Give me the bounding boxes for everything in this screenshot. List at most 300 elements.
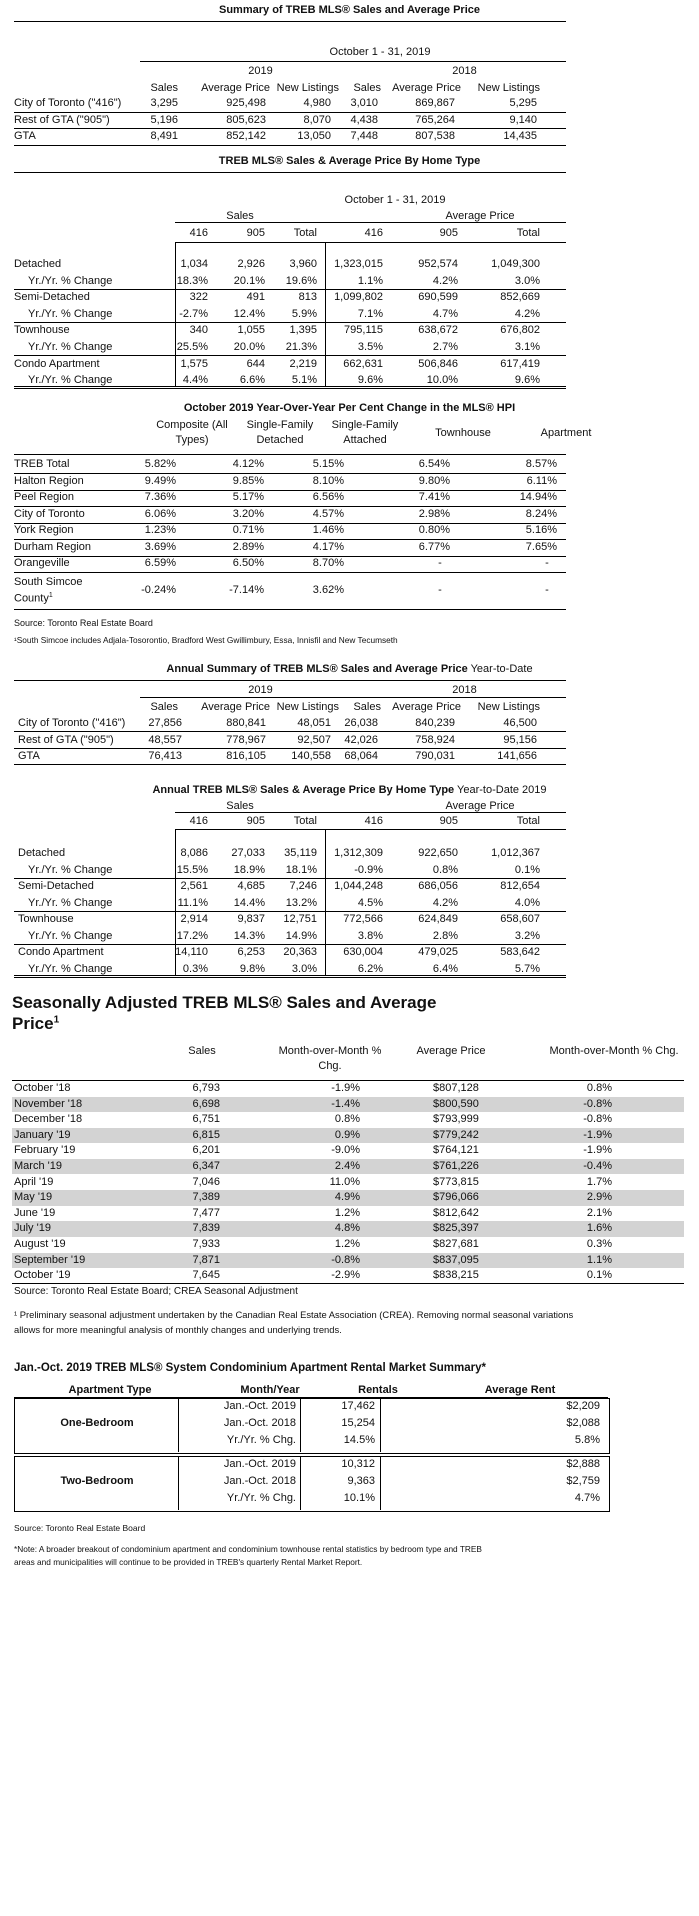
table-cell: $838,215 <box>433 1269 479 1282</box>
table-cell: $837,095 <box>433 1253 479 1266</box>
table-cell: 48,051 <box>297 717 331 729</box>
change-row-label: Yr./Yr. % Change <box>28 929 113 942</box>
home-type-label: Condo Apartment <box>14 357 100 370</box>
table-cell: 4,980 <box>303 97 331 109</box>
table-cell: 7,933 <box>192 1238 220 1250</box>
group-label: Sales <box>226 210 254 222</box>
column-header: Total <box>516 815 540 827</box>
hpi-value: - <box>438 584 442 596</box>
change-row-label: Yr./Yr. % Change <box>28 962 113 975</box>
hpi-value: 6.50% <box>232 557 264 569</box>
rule-line <box>14 388 566 389</box>
table-cell: 3,960 <box>289 258 317 270</box>
average-rent: 4.7% <box>574 1492 600 1504</box>
table-cell: 3,295 <box>150 97 178 109</box>
table-cell: 7,448 <box>350 130 378 142</box>
section-title-large <box>12 1014 59 1034</box>
rule-line <box>14 112 566 113</box>
month-label: March '19 <box>14 1160 62 1172</box>
rule-line <box>14 572 566 573</box>
rule-line <box>14 355 566 356</box>
column-header: Average Price <box>416 1045 486 1057</box>
table-cell: 340 <box>189 324 208 337</box>
table-cell: 140,558 <box>291 750 331 762</box>
table-cell: 9.6% <box>357 374 383 387</box>
column-header: Average Rent <box>484 1384 556 1396</box>
month-year: Yr./Yr. % Chg. <box>226 1492 296 1504</box>
column-header: 905 <box>439 227 458 239</box>
table-cell: 1,323,015 <box>334 258 383 270</box>
table-cell: 6,751 <box>192 1113 220 1126</box>
period-label: October 1 - 31, 2019 <box>329 46 431 58</box>
column-divider <box>380 1456 381 1510</box>
footnote-marker: 1 <box>48 592 53 599</box>
table-cell: 686,056 <box>418 880 458 892</box>
rule-line <box>12 1283 684 1284</box>
table-cell: 27,856 <box>148 717 182 729</box>
group-label: Average Price <box>445 800 515 812</box>
hpi-value: 3.69% <box>144 540 176 553</box>
column-header: Sales <box>150 701 178 713</box>
table-cell: 1,034 <box>180 258 208 270</box>
group-label: Average Price <box>445 210 515 222</box>
table-cell: $807,128 <box>433 1082 479 1094</box>
hpi-value: 4.12% <box>232 458 264 470</box>
table-cell: 1,099,802 <box>334 291 383 304</box>
table-cell: 12,751 <box>283 913 317 925</box>
table-cell: 4.9% <box>334 1191 360 1204</box>
table-cell: 840,239 <box>415 717 455 729</box>
period-label: October 1 - 31, 2019 <box>344 194 446 206</box>
year-label: 2018 <box>452 65 477 77</box>
table-cell: 322 <box>189 291 208 304</box>
table-cell: 3,010 <box>350 97 378 109</box>
hpi-value: 8.10% <box>312 474 344 487</box>
table-cell: 852,142 <box>226 130 266 142</box>
table-cell: 778,967 <box>226 733 266 746</box>
row-label: GTA <box>18 750 40 762</box>
month-label: February '19 <box>14 1144 76 1157</box>
hpi-value: 6.54% <box>418 458 450 470</box>
month-label: May '19 <box>14 1191 53 1204</box>
table-cell: 18.9% <box>233 863 265 876</box>
table-cell: 790,031 <box>415 750 455 762</box>
table-cell: 68,064 <box>344 750 378 762</box>
table-cell: 1.2% <box>334 1238 360 1250</box>
table-cell: 21.3% <box>285 341 317 353</box>
rule-line <box>175 829 566 830</box>
column-header: Average Price <box>201 701 270 713</box>
table-cell: 925,498 <box>226 97 266 109</box>
table-cell: 4.2% <box>514 307 540 320</box>
title-bold-part: Annual Summary of TREB MLS® Sales and Average Price <box>166 663 468 675</box>
table-cell: 1,044,248 <box>334 880 383 892</box>
table-cell: 141,656 <box>497 750 537 762</box>
table-cell: 0.1% <box>514 863 540 876</box>
home-type-label: Condo Apartment <box>18 946 104 958</box>
hpi-value: 8.57% <box>525 458 557 470</box>
hpi-value: 9.49% <box>144 474 176 487</box>
table-cell: 5,196 <box>150 113 178 126</box>
table-cell: 4.8% <box>334 1222 360 1235</box>
table-cell: 7.1% <box>357 307 383 320</box>
table-cell: 14,110 <box>175 946 208 958</box>
column-header: Sales <box>353 701 381 713</box>
table-cell: 624,849 <box>418 913 458 925</box>
table-cell: -2.7% <box>179 307 208 320</box>
change-row-label: Yr./Yr. % Change <box>28 274 113 287</box>
title-rest-part: Year-to-Date 2019 <box>454 784 547 796</box>
month-label: August '19 <box>14 1238 66 1250</box>
home-type-label: Townhouse <box>18 913 74 925</box>
column-header: New Listings <box>477 82 540 94</box>
table-cell: 880,841 <box>226 717 266 729</box>
rule-line <box>14 911 566 912</box>
rule-line <box>14 944 566 945</box>
table-cell: 10.0% <box>426 374 458 387</box>
table-cell: 12.4% <box>233 307 265 320</box>
table-cell: 0.3% <box>586 1238 612 1250</box>
region-label: TREB Total <box>14 458 70 470</box>
hpi-value: 6.56% <box>312 491 344 503</box>
table-cell: 20.0% <box>233 341 265 353</box>
rule-line <box>175 242 566 243</box>
table-cell: 14.4% <box>233 896 265 909</box>
section-title <box>0 784 699 796</box>
year-label: 2018 <box>452 684 477 696</box>
table-cell: 5.1% <box>291 374 317 387</box>
column-header: Sales <box>353 82 381 94</box>
table-cell: 14.3% <box>233 929 265 942</box>
table-cell: 2.4% <box>334 1160 360 1172</box>
table-cell: 1.6% <box>586 1222 612 1235</box>
table-cell: 479,025 <box>418 946 458 958</box>
table-cell: 3.5% <box>357 341 383 353</box>
table-cell: 2,561 <box>180 880 208 892</box>
table-cell: 2.8% <box>432 929 458 942</box>
column-header: New Listings <box>276 701 339 713</box>
table-cell: 20.1% <box>233 274 265 287</box>
table-cell: 772,566 <box>343 913 383 925</box>
table-cell: 4.0% <box>514 896 540 909</box>
region-label: Durham Region <box>14 540 92 553</box>
table-cell: 2,926 <box>237 258 265 270</box>
table-cell: 3.0% <box>291 962 317 975</box>
hpi-value: 8.70% <box>312 557 344 569</box>
column-header: Single-Family Detached <box>246 419 314 446</box>
hpi-value: 9.80% <box>418 474 450 487</box>
table-cell: 658,607 <box>500 913 540 925</box>
table-cell: 3.8% <box>357 929 383 942</box>
rentals-value: 9,363 <box>347 1475 375 1487</box>
hpi-value: 0.71% <box>232 524 264 536</box>
month-year: Jan.-Oct. 2018 <box>223 1417 296 1429</box>
table-cell: 4.2% <box>432 896 458 909</box>
table-cell: 76,413 <box>148 750 182 762</box>
table-cell: 813 <box>298 291 317 304</box>
table-cell: -0.8% <box>583 1097 612 1110</box>
table-cell: 4,438 <box>350 113 378 126</box>
month-year: Jan.-Oct. 2019 <box>223 1400 296 1412</box>
table-cell: 5,295 <box>509 97 537 109</box>
table-cell: $796,066 <box>433 1191 479 1204</box>
group-label: Sales <box>226 800 254 812</box>
table-cell: 795,115 <box>344 324 383 337</box>
column-header: Apartment <box>540 427 592 439</box>
table-cell: 0.8% <box>334 1113 360 1126</box>
footnote-marker: 1 <box>53 1014 60 1026</box>
table-cell: $825,397 <box>433 1222 479 1235</box>
rule-line <box>175 812 566 813</box>
year-label: 2019 <box>248 684 273 696</box>
title-part: Price <box>12 1014 54 1033</box>
table-cell: 9.8% <box>239 962 265 975</box>
table-cell: $779,242 <box>433 1128 479 1141</box>
month-label: September '19 <box>14 1253 86 1266</box>
hpi-value: 2.89% <box>232 540 264 553</box>
table-cell: 1.1% <box>586 1253 612 1266</box>
rule-line <box>14 609 566 610</box>
column-header: Sales <box>188 1045 216 1057</box>
column-header: Average Price <box>392 82 461 94</box>
region-label-part: County <box>14 592 49 605</box>
average-rent: 5.8% <box>574 1434 600 1446</box>
table-cell: 765,264 <box>415 113 455 126</box>
rule-line <box>14 172 566 173</box>
rule-line <box>14 975 566 976</box>
table-cell: 20,363 <box>283 946 317 958</box>
apartment-type: Two-Bedroom <box>60 1475 134 1487</box>
change-row-label: Yr./Yr. % Change <box>28 863 113 876</box>
table-cell: -0.9% <box>354 863 383 876</box>
column-header: Average Price <box>201 82 270 94</box>
title-bold-part: Annual TREB MLS® Sales & Average Price By Home Type <box>152 784 455 796</box>
hpi-value: -7.14% <box>229 584 264 596</box>
change-row-label: Yr./Yr. % Change <box>28 896 113 909</box>
rentals-value: 14.5% <box>343 1434 375 1446</box>
hpi-value: 4.57% <box>312 507 344 520</box>
hpi-value: 7.41% <box>418 491 450 503</box>
column-divider <box>380 1398 381 1452</box>
table-cell: 1.1% <box>357 274 383 287</box>
column-divider <box>325 829 326 975</box>
hpi-value: 3.20% <box>232 507 264 520</box>
table-cell: 6.6% <box>239 374 265 387</box>
hpi-value: 5.15% <box>312 458 344 470</box>
column-header: Sales <box>150 82 178 94</box>
month-label: October '18 <box>14 1082 71 1094</box>
rentals-value: 17,462 <box>341 1400 375 1412</box>
region-label: South Simcoe <box>14 576 83 588</box>
rule-line <box>14 748 566 749</box>
region-label: Peel Region <box>14 491 74 503</box>
table-cell: -0.4% <box>583 1160 612 1172</box>
table-cell: 0.8% <box>432 863 458 876</box>
table-cell: 17.2% <box>176 929 208 942</box>
rule-line <box>14 454 566 455</box>
hpi-value: 1.46% <box>312 524 344 536</box>
table-cell: 4.2% <box>432 274 458 287</box>
table-cell: 7,477 <box>192 1206 220 1219</box>
column-header: 416 <box>189 227 208 239</box>
table-cell: 1.2% <box>334 1206 360 1219</box>
section-title: Jan.-Oct. 2019 TREB MLS® System Condominium Apartment Rental Market Summary* <box>14 1362 486 1374</box>
column-header: Month-over-Month % Chg. <box>549 1045 679 1057</box>
table-cell: 852,669 <box>500 291 540 304</box>
change-row-label: Yr./Yr. % Change <box>28 374 113 387</box>
region-label: Orangeville <box>14 557 70 569</box>
month-label: December '18 <box>14 1113 83 1126</box>
footnote: ¹South Simcoe includes Adjala-Tosorontio, Bradford West Gwillimbury, Essa, Innisfil and New Tecumseth <box>14 635 398 645</box>
table-cell: 1.7% <box>586 1175 612 1188</box>
table-cell: 92,507 <box>297 733 331 746</box>
table-cell: 2.7% <box>432 341 458 353</box>
change-row-label: Yr./Yr. % Change <box>28 307 113 320</box>
table-cell: 48,557 <box>148 733 182 746</box>
table-cell: 1,049,300 <box>491 258 540 270</box>
table-cell: -1.9% <box>331 1082 360 1094</box>
home-type-label: Semi-Detached <box>18 880 94 892</box>
table-cell: 2,219 <box>289 357 317 370</box>
table-cell: 758,924 <box>415 733 455 746</box>
rule-line <box>14 386 566 387</box>
hpi-value: 6.06% <box>144 507 176 520</box>
table-cell: 0.8% <box>586 1082 612 1094</box>
month-label: October '19 <box>14 1269 71 1282</box>
table-cell: 6.2% <box>357 962 383 975</box>
rule-line <box>14 680 566 681</box>
table-cell: 27,033 <box>231 847 265 859</box>
section-title-large: Seasonally Adjusted TREB MLS® Sales and Average <box>12 993 437 1012</box>
table-cell: 13,050 <box>297 130 331 142</box>
year-label: 2019 <box>248 65 273 77</box>
rentals-value: 10,312 <box>341 1458 375 1470</box>
rule-line <box>14 878 566 879</box>
hpi-value: 6.59% <box>144 557 176 569</box>
table-cell: $827,681 <box>433 1238 479 1250</box>
table-cell: -1.4% <box>331 1097 360 1110</box>
rule-line <box>140 61 566 62</box>
table-cell: 676,802 <box>500 324 540 337</box>
table-cell: 7,839 <box>192 1222 220 1235</box>
region-label: City of Toronto <box>14 507 85 520</box>
table-cell: 816,105 <box>226 750 266 762</box>
table-cell: 5.9% <box>291 307 317 320</box>
home-type-label: Semi-Detached <box>14 291 90 304</box>
hpi-value: 3.62% <box>312 584 344 596</box>
table-cell: 6,698 <box>192 1097 220 1110</box>
table-cell: 6,347 <box>192 1160 220 1172</box>
month-label: July '19 <box>14 1222 51 1235</box>
hpi-value: 0.80% <box>418 524 450 536</box>
table-cell: 6,253 <box>237 946 265 958</box>
rule-line <box>14 21 566 22</box>
table-cell: $773,815 <box>433 1175 479 1188</box>
table-cell: 6,201 <box>192 1144 220 1157</box>
change-row-label: Yr./Yr. % Change <box>28 341 113 353</box>
home-type-label: Detached <box>18 847 66 859</box>
table-cell: 638,672 <box>418 324 458 337</box>
footnote: ¹ Preliminary seasonal adjustment undertaken by the Canadian Real Estate Association (CREA). Removing normal seasonal variations <box>14 1309 574 1320</box>
table-cell: -9.0% <box>331 1144 360 1157</box>
table-cell: 1,055 <box>237 324 265 337</box>
table-cell: 922,650 <box>418 847 458 859</box>
column-header: Average Price <box>392 701 461 713</box>
row-label: Rest of GTA ("905") <box>18 733 114 746</box>
column-header: New Listings <box>477 701 540 713</box>
table-cell: 805,623 <box>226 113 266 126</box>
section-title: TREB MLS® Sales & Average Price By Home Type <box>218 155 481 167</box>
hpi-value: 5.17% <box>232 491 264 503</box>
section-title: October 2019 Year-Over-Year Per Cent Change in the MLS® HPI <box>183 402 516 414</box>
rule-line <box>14 731 566 732</box>
month-year: Jan.-Oct. 2018 <box>223 1475 296 1487</box>
title-rest-part: Year-to-Date <box>467 663 533 675</box>
column-header: 416 <box>364 815 383 827</box>
hpi-value: - <box>545 557 549 569</box>
row-label: GTA <box>14 130 36 142</box>
month-label: June '19 <box>14 1206 56 1219</box>
table-cell: 0.1% <box>586 1269 612 1282</box>
column-header: Townhouse <box>435 427 491 439</box>
hpi-value: 7.36% <box>144 491 176 503</box>
table-cell: 807,538 <box>415 130 455 142</box>
apartment-type: One-Bedroom <box>60 1417 134 1429</box>
month-label: April '19 <box>14 1175 54 1188</box>
table-cell: 1,012,367 <box>491 847 540 859</box>
row-label: Rest of GTA ("905") <box>14 113 110 126</box>
rentals-value: 10.1% <box>343 1492 375 1504</box>
rule-line <box>14 977 566 978</box>
table-cell: 9.6% <box>514 374 540 387</box>
column-header: Month/Year <box>240 1384 300 1396</box>
footnote: allows for more meaningful analysis of monthly changes and underlying trends. <box>14 1324 342 1335</box>
table-cell: 4.4% <box>182 374 208 387</box>
month-label: January '19 <box>14 1128 71 1141</box>
month-year: Yr./Yr. % Chg. <box>226 1434 296 1446</box>
average-rent: $2,759 <box>566 1475 600 1487</box>
table-cell: 14,435 <box>503 130 537 142</box>
hpi-value: 1.23% <box>144 524 176 536</box>
column-header: Total <box>293 227 317 239</box>
section-title <box>0 663 699 675</box>
table-cell: 3.2% <box>514 929 540 942</box>
table-cell: 15.5% <box>176 863 208 876</box>
table-cell: 3.0% <box>514 274 540 287</box>
table-cell: -1.9% <box>583 1128 612 1141</box>
table-cell: 9,837 <box>237 913 265 925</box>
hpi-value: -0.24% <box>141 584 176 596</box>
row-label: City of Toronto ("416") <box>14 97 122 109</box>
table-cell: 6,793 <box>192 1082 220 1094</box>
table-cell: 1,395 <box>289 324 317 337</box>
home-type-label: Townhouse <box>14 324 70 337</box>
section-title: Summary of TREB MLS® Sales and Average Price <box>219 4 480 16</box>
column-header: 416 <box>189 815 208 827</box>
column-divider <box>325 242 326 386</box>
table-cell: 4.7% <box>432 307 458 320</box>
table-cell: 11.0% <box>329 1175 360 1188</box>
home-type-label: Detached <box>14 258 62 270</box>
table-cell: 7,389 <box>192 1191 220 1204</box>
month-year: Jan.-Oct. 2019 <box>223 1458 296 1470</box>
average-rent: $2,888 <box>566 1458 600 1470</box>
table-cell: 1,312,309 <box>334 847 383 859</box>
column-header: Total <box>293 815 317 827</box>
hpi-value: 5.16% <box>525 524 557 536</box>
table-cell: 7,871 <box>192 1253 220 1266</box>
rentals-value: 15,254 <box>341 1417 375 1429</box>
